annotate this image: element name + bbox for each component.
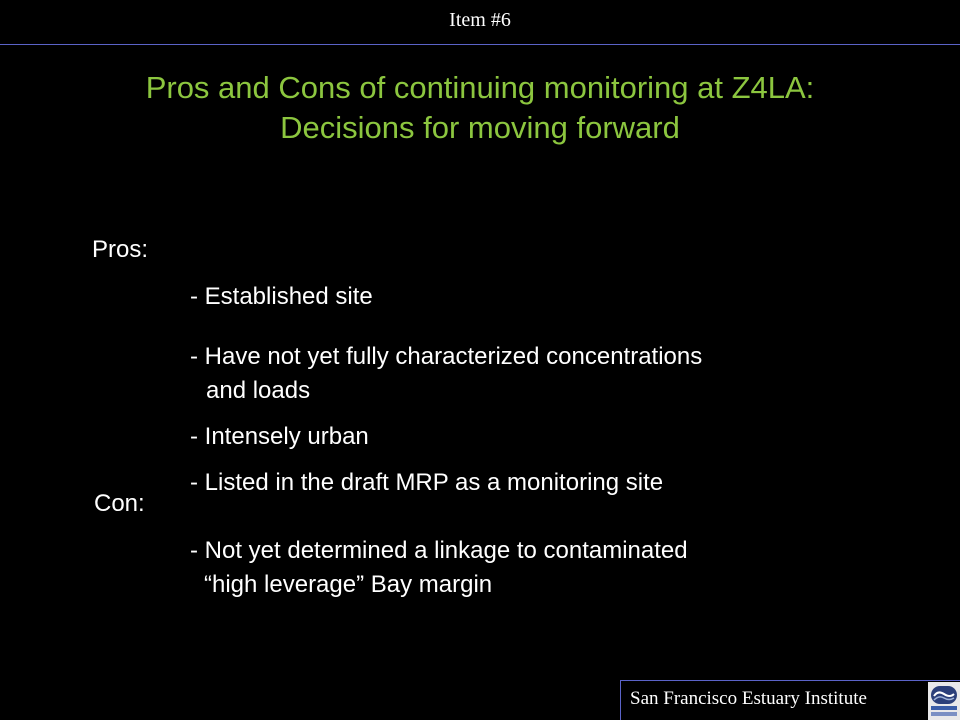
slide-title	[0, 68, 960, 148]
cons-item-linkage	[190, 534, 688, 602]
slide-title-line-2: Decisions for moving forward	[280, 110, 680, 145]
pros-item-not-characterized	[190, 340, 702, 408]
bullet-text-continuation: and loads	[206, 377, 311, 404]
bullet-text: - Established site	[190, 283, 373, 310]
cons-label: Con:	[94, 490, 145, 517]
pros-item-urban	[190, 420, 369, 454]
pros-item-established	[190, 280, 373, 314]
header-item-label: Item #6	[449, 9, 511, 31]
slide-title-line-1: Pros and Cons of continuing monitoring at Z4LA:	[145, 70, 815, 105]
sfei-logo-icon	[928, 682, 960, 720]
bullet-text: - Have not yet fully characterized concentrations	[190, 343, 703, 370]
bullet-text-continuation: “high leverage” Bay margin	[204, 571, 493, 598]
pros-label: Pros:	[92, 236, 149, 263]
bullet-text: - Not yet determined a linkage to contaminated	[190, 537, 688, 564]
header-divider	[0, 44, 960, 45]
pros-item-mrp	[190, 466, 663, 500]
footer-organization: San Francisco Estuary Institute	[630, 688, 867, 709]
bullet-text: - Listed in the draft MRP as a monitoring site	[190, 469, 664, 496]
bullet-text: - Intensely urban	[190, 423, 369, 450]
